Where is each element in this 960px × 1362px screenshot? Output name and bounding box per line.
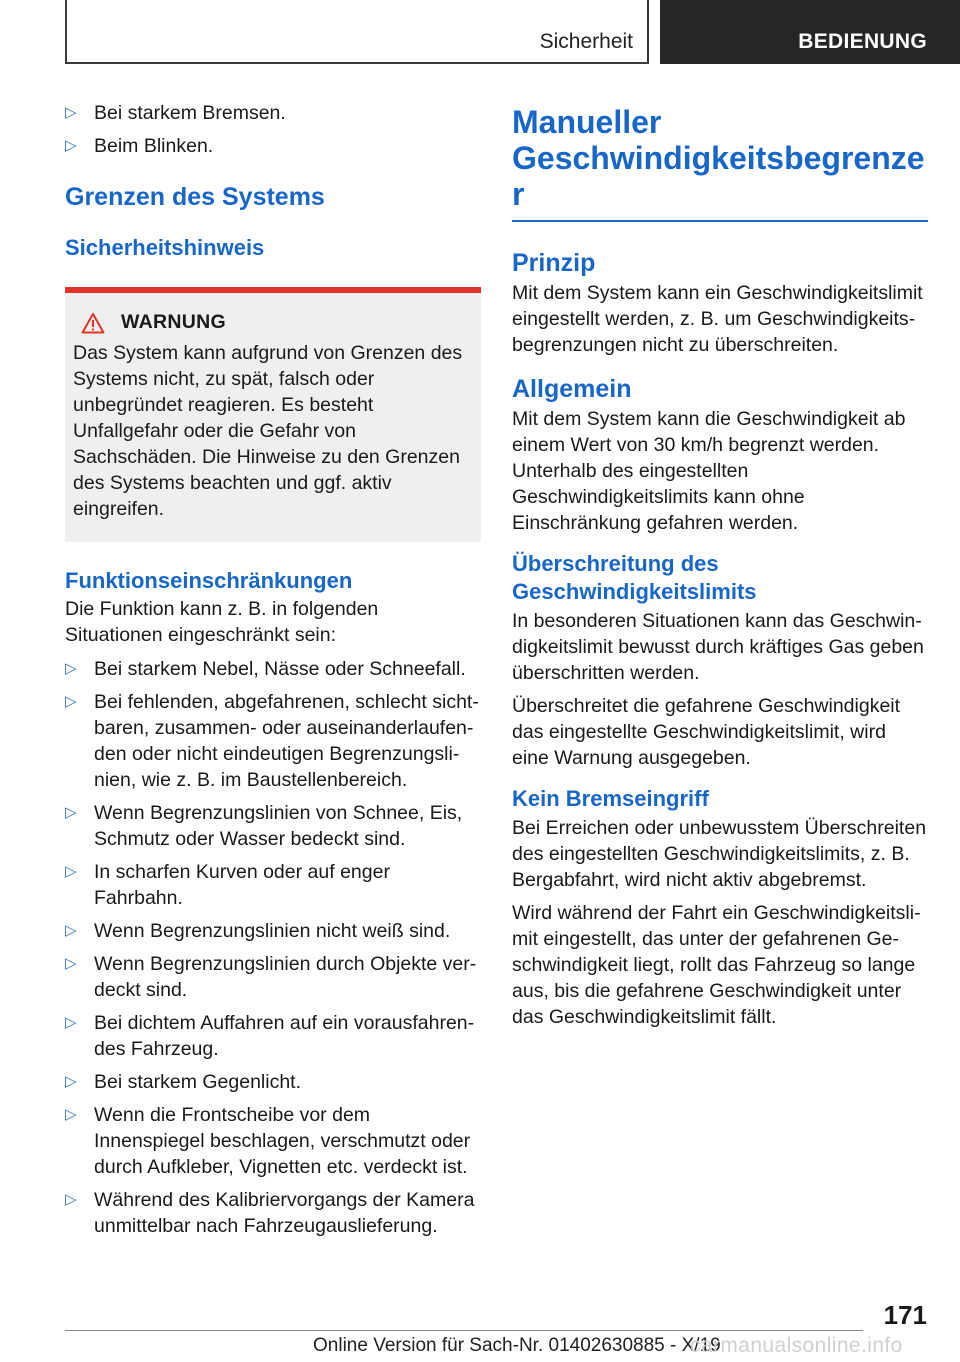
header-chapter-label: BEDIENUNG	[798, 30, 927, 53]
header-chapter-tab	[660, 0, 960, 64]
heading-grenzen: Grenzen des Systems	[65, 183, 325, 211]
funktion-intro: Die Funktion kann z. B. in folgenden Situationen eingeschränkt sein:	[65, 598, 379, 646]
triangle-right-icon: ▷	[65, 660, 77, 677]
right-column	[512, 100, 928, 1037]
list-item: ▷ Bei starkem Bremsen.	[65, 102, 286, 124]
triangle-right-icon: ▷	[65, 1191, 77, 1208]
ueberschreitung-text-2: Überschreitet die gefahrene Geschwindigkeit das eingestellte Geschwindigkeitslimit, wird eine Warnung ausgegeben.	[512, 695, 901, 769]
triangle-right-icon: ▷	[65, 1106, 77, 1123]
triangle-right-icon: ▷	[65, 804, 77, 821]
list-item: ▷ Wenn die Frontscheibe vor dem Innenspiegel beschlagen, verschmutzt oder durch Aufkleber, Vignetten etc. verdeckt ist.	[65, 1104, 471, 1178]
list-item: ▷ Wenn Begrenzungslinien durch Objekte verdeckt sind.	[65, 953, 477, 1001]
section-title: Manueller Geschwindigkeitsbegrenze r	[512, 100, 928, 222]
left-column	[65, 100, 481, 1246]
heading-allgemein: Allgemein	[512, 375, 632, 403]
footer-divider	[65, 1330, 863, 1331]
ueberschreitung-text-1: In besonderen Situationen kann das Geschwindigkeitslimit bewusst durch kräftiges Gas geben überschritten werden.	[512, 610, 924, 684]
warning-text: Das System kann aufgrund von Grenzen des Systems nicht, zu spät, falsch oder unbegründet reagieren. Es besteht Unfallgefahr oder die Gefahr von Sachschäden. Die Hinweise zu den Grenzen des Systems beachten und ggf. aktiv eingreifen.	[73, 342, 463, 520]
bremseingriff-text-2: Wird während der Fahrt ein Geschwindigkeitslimit eingestellt, das unter der gefahrenen Geschwindigkeit liegt, rollt das Fahrzeug so lange aus, bis die gefahrene Geschwindigkeit unter das Geschwindigkeitslimit fällt.	[512, 902, 921, 1028]
triangle-right-icon: ▷	[65, 104, 77, 121]
warning-box	[65, 287, 481, 542]
triangle-right-icon: ▷	[65, 693, 77, 710]
warning-title: WARNUNG	[121, 311, 227, 333]
triangle-right-icon: ▷	[65, 1014, 77, 1031]
triangle-right-icon: ▷	[65, 955, 77, 972]
triangle-right-icon: ▷	[65, 922, 77, 939]
list-item: ▷ Wenn Begrenzungslinien von Schnee, Eis, Schmutz oder Wasser bedeckt sind.	[65, 802, 463, 850]
heading-prinzip: Prinzip	[512, 249, 596, 277]
list-item: ▷ Bei starkem Gegenlicht.	[65, 1071, 302, 1093]
list-item: ▷ Bei starkem Nebel, Nässe oder Schneefall.	[65, 658, 466, 680]
bremseingriff-text-1: Bei Erreichen oder unbewusstem Überschreiten des eingestellten Geschwindigkeitslimits, z. B. Bergabfahrt, wird nicht aktiv abgebremst.	[512, 817, 927, 891]
list-item: ▷ Beim Blinken.	[65, 135, 214, 157]
list-item: ▷ Wenn Begrenzungslinien nicht weiß sind.	[65, 920, 451, 942]
heading-kein-bremseingriff: Kein Bremseingriff	[512, 786, 709, 811]
footer-online-version: Online Version für Sach-Nr. 01402630885 - X/19	[313, 1335, 721, 1356]
heading-funktionseinschraenkungen: Funktionseinschränkungen	[65, 568, 353, 593]
watermark: carmanualsonline.info	[690, 1334, 903, 1357]
list-item: ▷ Bei fehlenden, abgefahrenen, schlecht sichtbaren, zusammen- oder auseinanderlaufenden oder nicht eindeutigen Begrenzungslinien, wie z. B. im Baustellenbereich.	[65, 691, 479, 791]
triangle-right-icon: ▷	[65, 137, 77, 154]
prinzip-text: Mit dem System kann ein Geschwindigkeitslimit eingestellt werden, z. B. um Geschwindigkeitsbegrenzungen nicht zu überschreiten.	[512, 282, 923, 356]
funktion-list	[65, 656, 481, 1239]
header-section-box	[65, 0, 649, 64]
allgemein-text: Mit dem System kann die Geschwindigkeit ab einem Wert von 30 km/h begrenzt werden. Unterhalb des eingestellten Geschwindigkeitslimits kann ohne Einschränkung gefahren werden.	[512, 408, 906, 534]
list-item: ▷ Bei dichtem Auffahren auf ein vorausfahrendes Fahrzeug.	[65, 1012, 475, 1060]
list-item: ▷ Während des Kalibriervorgangs der Kamera unmittelbar nach Fahrzeugauslieferung.	[65, 1189, 475, 1237]
heading-ueberschreitung: Überschreitung des Geschwindigkeitslimits	[512, 551, 757, 604]
warning-header	[81, 311, 467, 334]
list-item: ▷ In scharfen Kurven oder auf enger Fahrbahn.	[65, 861, 390, 909]
page-number: 171	[883, 1300, 927, 1330]
triangle-right-icon: ▷	[65, 1073, 77, 1090]
header-section-title: Sicherheit	[539, 30, 633, 53]
warning-triangle-icon	[81, 312, 105, 334]
triangle-right-icon: ▷	[65, 863, 77, 880]
heading-sicherheitshinweis: Sicherheitshinweis	[65, 235, 265, 260]
